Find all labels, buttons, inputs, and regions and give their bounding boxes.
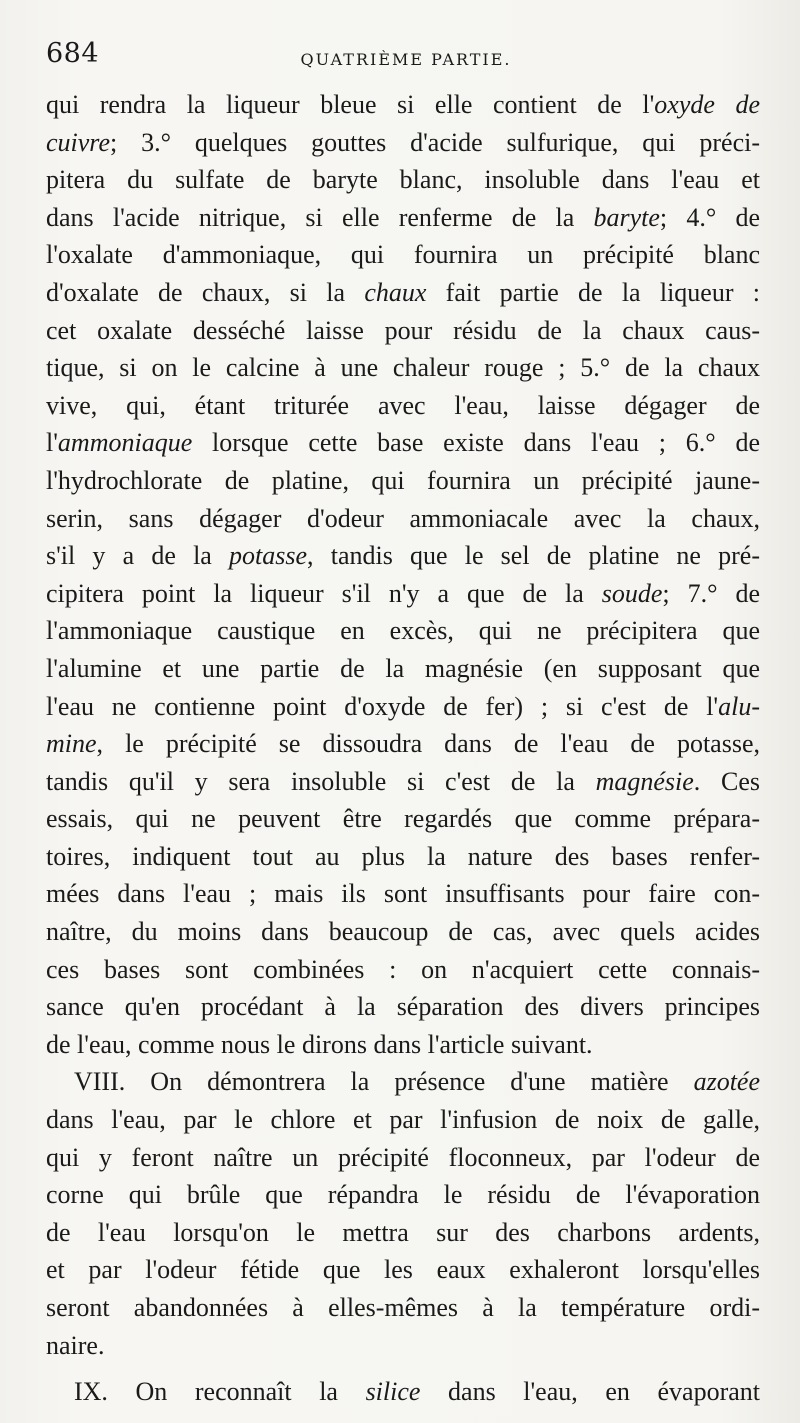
text-run: vive, qui, étant triturée avec l'eau, laisse dégager de [46,390,760,420]
text-run: naître, du moins dans beaucoup de cas, avec quels acides [46,917,760,947]
text-run: l'oxalate d'ammoniaque, qui fournira un précipité blanc [46,240,760,270]
text-line [46,1139,760,1177]
text-line [46,537,760,575]
text-run: fait partie de la liqueur : [426,277,760,307]
text-run: s'il y a de la [46,541,230,571]
text-line [46,688,760,726]
text-line [46,312,760,350]
text-run: l'ammoniaque caustique en excès, qui ne précipitera que [46,616,760,646]
text-line [46,462,760,500]
text-run: ; 4.° de [659,202,760,232]
body-text [46,86,760,1411]
text-line [46,1063,760,1101]
text-line [46,387,760,425]
text-line [46,875,760,913]
italic-term: ammoniaque [57,428,193,458]
italic-term: azotée [693,1067,760,1097]
text-line [46,1327,760,1365]
text-line [46,575,760,613]
text-line [46,612,760,650]
italic-term: potasse [229,541,308,571]
text-line [46,763,760,801]
text-run: dans l'eau, par le chlore et par l'infusion de noix de galle, [46,1105,760,1135]
text-line [46,838,760,876]
text-run: pitera du sulfate de baryte blanc, insoluble dans l'eau et [46,165,760,195]
text-run: ; 3.° quelques gouttes d'acide sulfurique, qui préci- [110,127,760,157]
text-run: cipitera point la liqueur s'il n'y a que de la [46,578,602,608]
text-run: d'oxalate de chaux, si la [46,277,365,307]
text-line [46,1373,760,1411]
text-line [46,349,760,387]
text-run: . Ces [693,766,760,796]
text-run: toires, indiquent tout au plus la nature des bases renfer- [46,841,760,871]
italic-term: oxyde de [654,90,760,119]
text-line [46,161,760,199]
text-line [46,650,760,688]
text-run: tandis qu'il y sera insoluble si c'est de la [46,766,596,796]
text-run: tique, si on le calcine à une chaleur rouge ; 5.° de la chaux [46,353,760,383]
text-line [46,199,760,237]
text-line [46,800,760,838]
text-run: l'alumine et une partie de la magnésie (en supposant que [46,653,760,683]
text-run: lorsque cette base existe dans l'eau ; 6.° de [192,428,760,458]
text-run: mées dans l'eau ; mais ils sont insuffisants pour faire con- [46,879,760,909]
running-head: QUATRIÈME PARTIE. [300,50,512,69]
text-run: IX. On reconnaît la [74,1377,366,1407]
text-run: l'hydrochlorate de platine, qui fournira un précipité jaune- [46,465,760,495]
text-line [46,1101,760,1139]
text-line [46,1251,760,1289]
page-number: 684 [46,38,100,69]
text-run: dans l'eau, en évaporant [420,1377,760,1407]
text-line [46,1214,760,1252]
text-line [46,988,760,1026]
text-line [46,274,760,312]
text-run: l'eau ne contienne point d'oxyde de fer) ; si c'est de l' [46,691,719,721]
page-header [46,38,766,84]
text-run: ces bases sont combinées : on n'acquiert cette connais- [46,954,760,984]
text-run: VIII. On démontrera la présence d'une matière [74,1067,694,1097]
italic-term: mine [46,729,97,759]
italic-term: silice [365,1377,421,1407]
italic-term: magnésie [595,766,694,796]
text-run: serin, sans dégager d'odeur ammoniacale avec la chaux, [46,503,760,533]
text-run: corne qui brûle que répandra le résidu de l'évaporation [46,1180,760,1210]
italic-term: cuivre [46,127,110,157]
text-run: essais, qui ne peuvent être regardés que comme prépara- [46,804,760,834]
text-line [46,236,760,274]
text-run: naire. [46,1330,105,1360]
italic-term: baryte [593,202,660,232]
text-run: seront abandonnées à elles-mêmes à la température ordi- [46,1293,760,1322]
text-line [46,1289,760,1327]
text-run: et par l'odeur fétide que les eaux exhaleront lorsqu'elles [46,1255,760,1285]
text-line [46,725,760,763]
text-run: qui y feront naître un précipité floconneux, par l'odeur de [46,1142,760,1172]
text-line [46,424,760,462]
text-run: ; 7.° de [662,578,760,608]
text-run: de l'eau lorsqu'on le mettra sur des charbons ardents, [46,1217,760,1247]
text-line [46,500,760,538]
text-line [46,86,760,124]
text-line [46,124,760,162]
italic-term: chaux [364,277,427,307]
text-run: , tandis que le sel de platine ne pré- [307,541,761,571]
text-run: cet oxalate desséché laisse pour résidu de la chaux caus- [46,315,760,345]
text-run: sance qu'en procédant à la séparation des divers principes [46,992,760,1022]
text-line [46,1026,760,1064]
text-run: dans l'acide nitrique, si elle renferme de la [46,202,594,232]
text-line [46,1176,760,1214]
text-run: de l'eau, comme nous le dirons dans l'article suivant. [46,1029,593,1059]
italic-term: alu- [718,691,760,721]
text-run: l' [46,428,58,458]
text-run: , le précipité se dissoudra dans de l'eau de potasse, [96,729,760,759]
text-run: qui rendra la liqueur bleue si elle contient de l' [46,90,655,119]
text-line [46,913,760,951]
italic-term: soude [601,578,663,608]
text-line [46,951,760,989]
